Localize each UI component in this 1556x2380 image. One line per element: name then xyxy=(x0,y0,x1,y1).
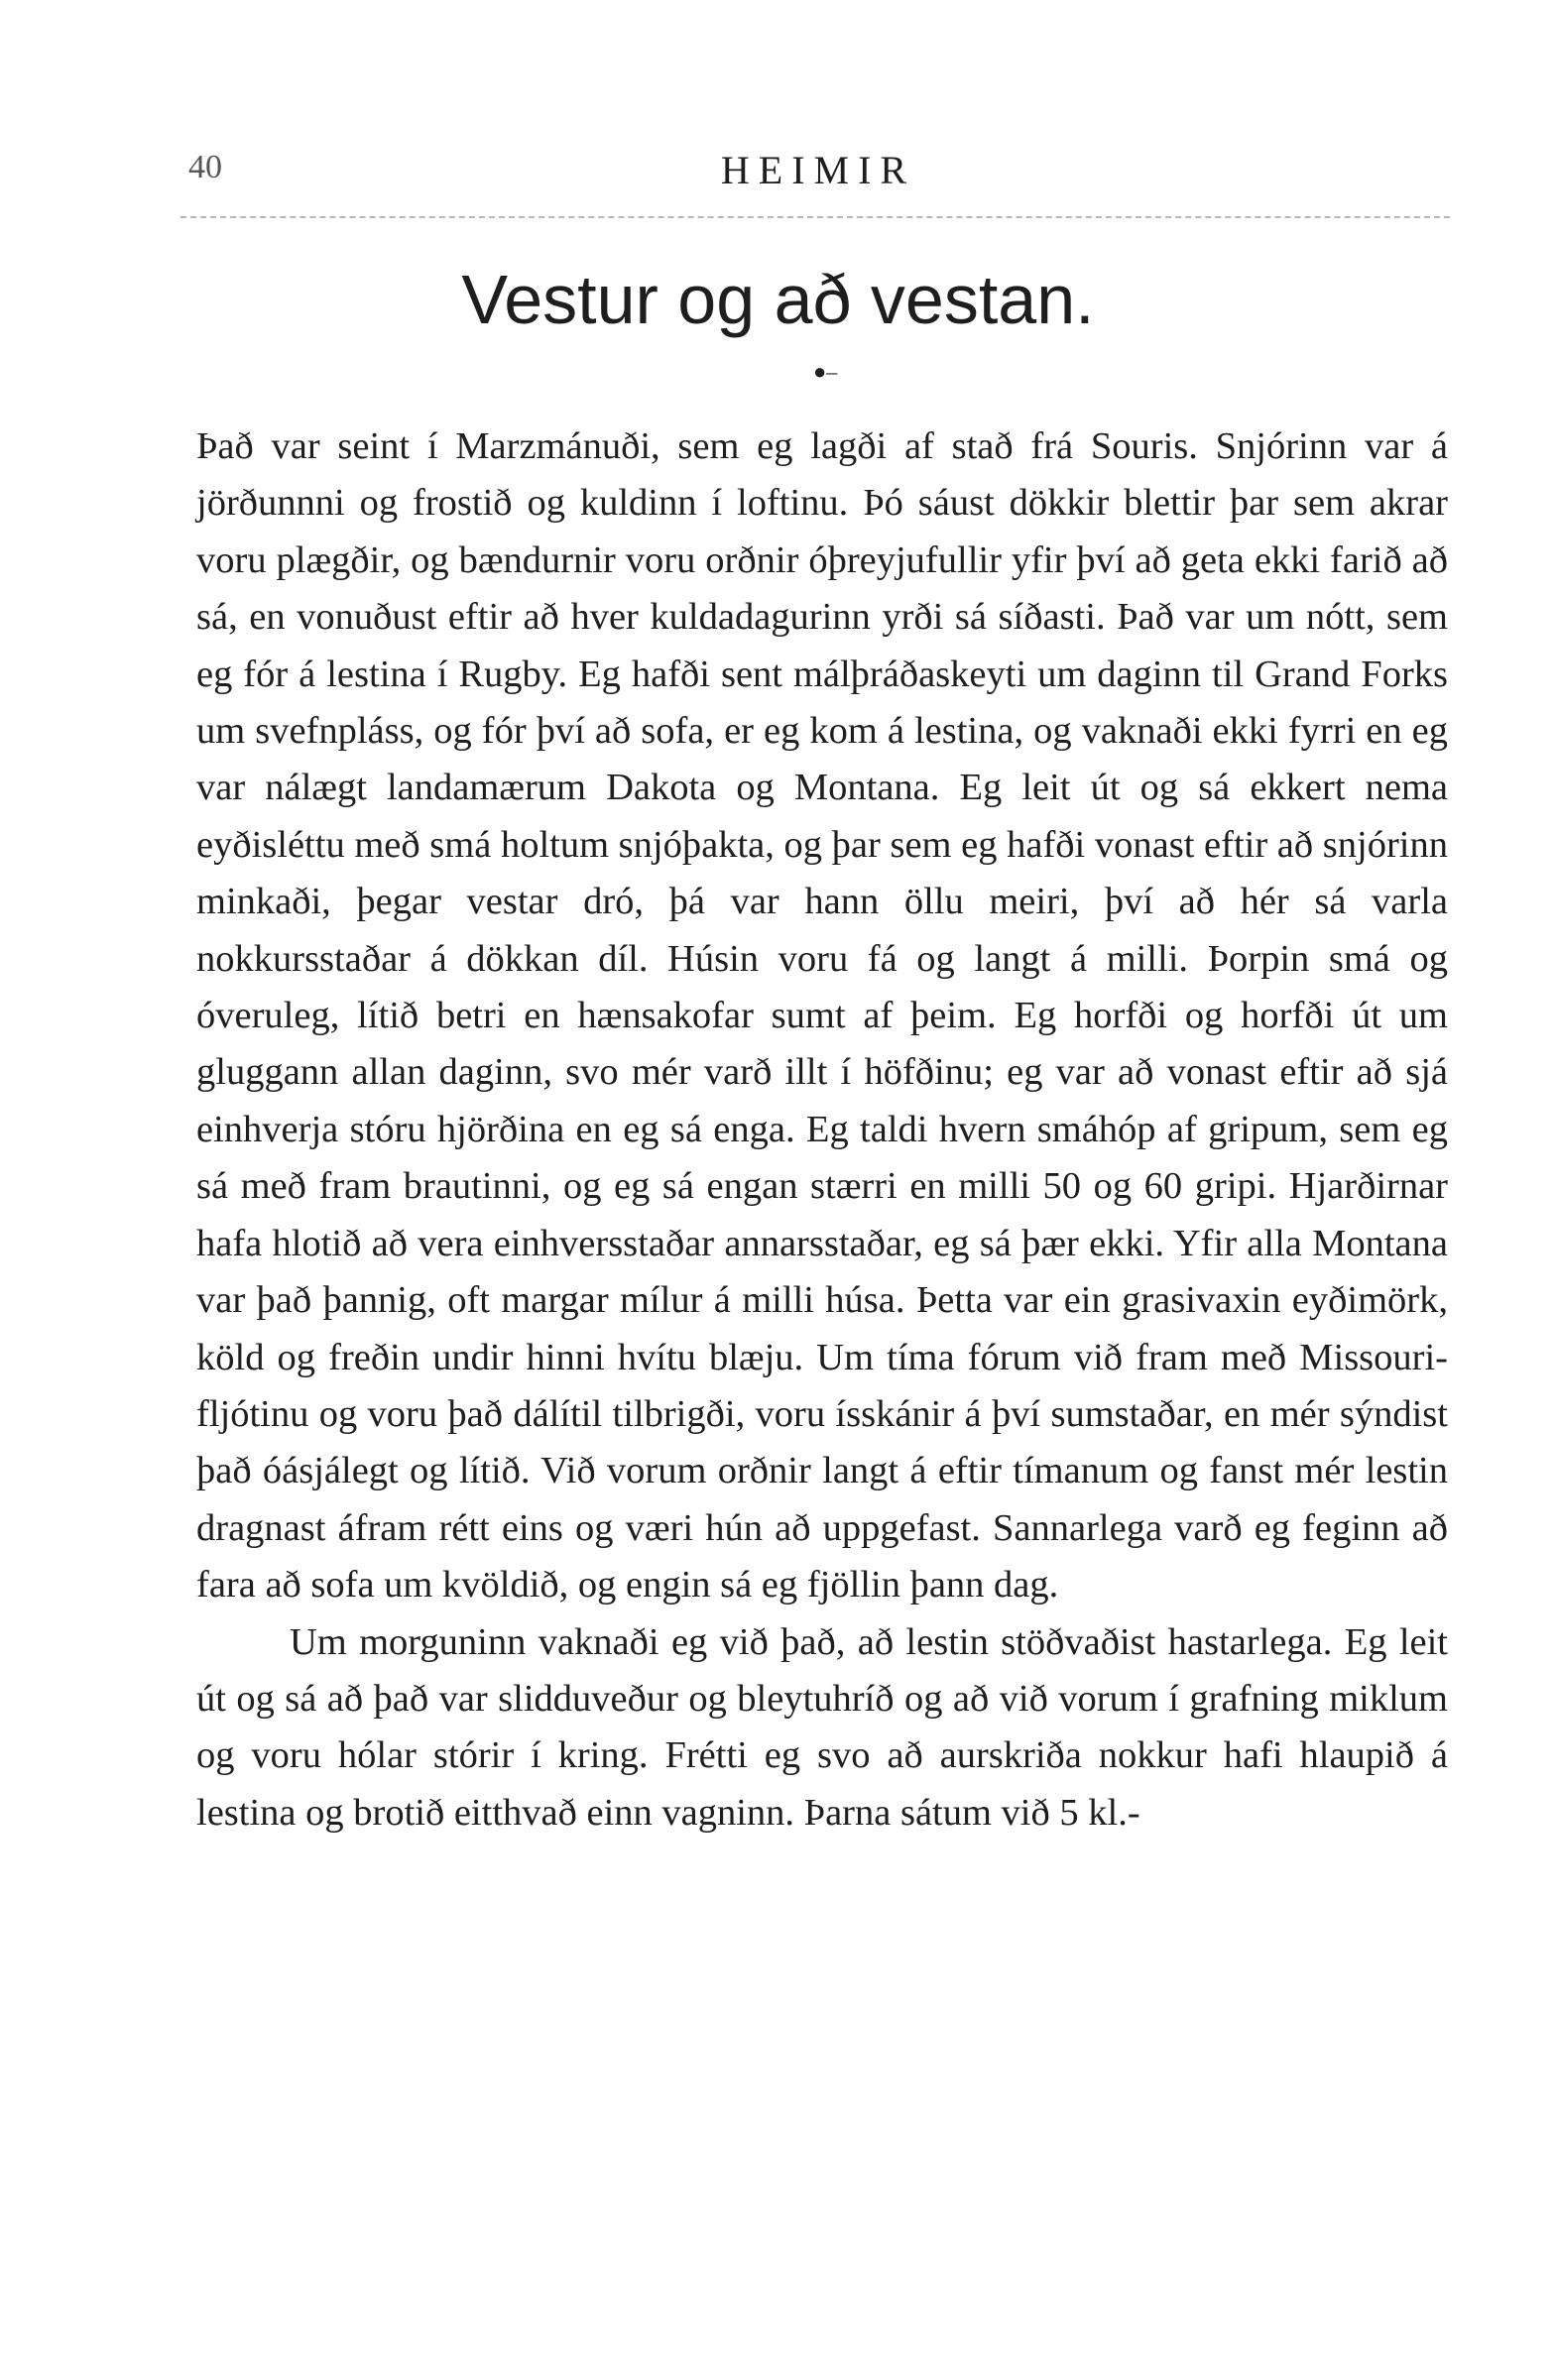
header-rule xyxy=(180,216,1450,218)
article-body xyxy=(196,418,1448,1842)
paragraph: Það var seint í Marzmánuði, sem eg lagði af stað frá Souris. Snjórinn var á jörðunnni og frostið og kuldinn í loftinu. Þó sáust dökkir blettir þar sem akrar voru plægðir, og bændurnir voru orðnir óþreyjufullir yfir því að geta ekki farið að sá, en vonuðust eftir að hver kuldadagurinn yrði sá síðasti. Það var um nótt, sem eg fór á lestina í Rugby. Eg hafði sent málþráðaskeyti um daginn til Grand Forks um svefnpláss, og fór því að sofa, er eg kom á lestina, og vaknaði ekki fyrri en eg var nálægt landamærum Dakota og Montana. Eg leit út og sá ekkert nema eyðisléttu með smá holtum snjóþakta, og þar sem eg hafði vonast eftir að snjórinn minkaði, þegar vestar dró, þá var hann öllu meiri, því að hér sá varla nokkursstaðar á dökkan díl. Húsin voru fá og langt á milli. Þorpin smá og óveruleg, lítið betri en hænsakofar sumt af þeim. Eg horfði og horfði út um gluggann allan daginn, svo mér varð illt í höfðinu; eg var að vonast eftir að sjá einhverja stóru hjörðina en eg sá enga. Eg taldi hvern smáhóp af gripum, sem eg sá með fram brautinni, og eg sá engan stærri en milli 50 og 60 gripi. Hjarðirnar hafa hlotið að vera einhversstaðar annarsstaðar, eg sá þær ekki. Yfir alla Montana var það þannig, oft margar mílur á milli húsa. Þetta var ein grasivaxin eyðimörk, köld og freðin undir hinni hvítu blæju. Um tíma fórum við fram með Missouri-fljótinu og voru það dálítil tilbrigði, voru ísskánir á því sumstaðar, en mér sýndist það óásjálegt og lítið. Við vorum orðnir langt á eftir tímanum og fanst mér lestin dragnast áfram rétt eins og væri hún að uppgefast. Sannarlega varð eg feginn að fara að sofa um kvöldið, og engin sá eg fjöllin þann dag. xyxy=(196,425,1448,1606)
article-title: Vestur og að vestan. xyxy=(461,261,1095,338)
paragraph: Um morguninn vaknaði eg við það, að lestin stöðvaðist hastarlega. Eg leit út og sá að það var slidduveður og bleytuhríð og að við vorum í grafning miklum og voru hólar stórir í kring. Frétti eg svo að aurskriða nokkur hafi hlaupið á lestina og brotið eitthvað einn vagninn. Þarna sátum við 5 kl.- xyxy=(196,1620,1448,1834)
page-number: 40 xyxy=(188,149,222,185)
page-header xyxy=(179,139,1458,198)
title-ornament: ●‒ xyxy=(813,359,838,384)
running-head: HEIMIR xyxy=(720,148,916,192)
